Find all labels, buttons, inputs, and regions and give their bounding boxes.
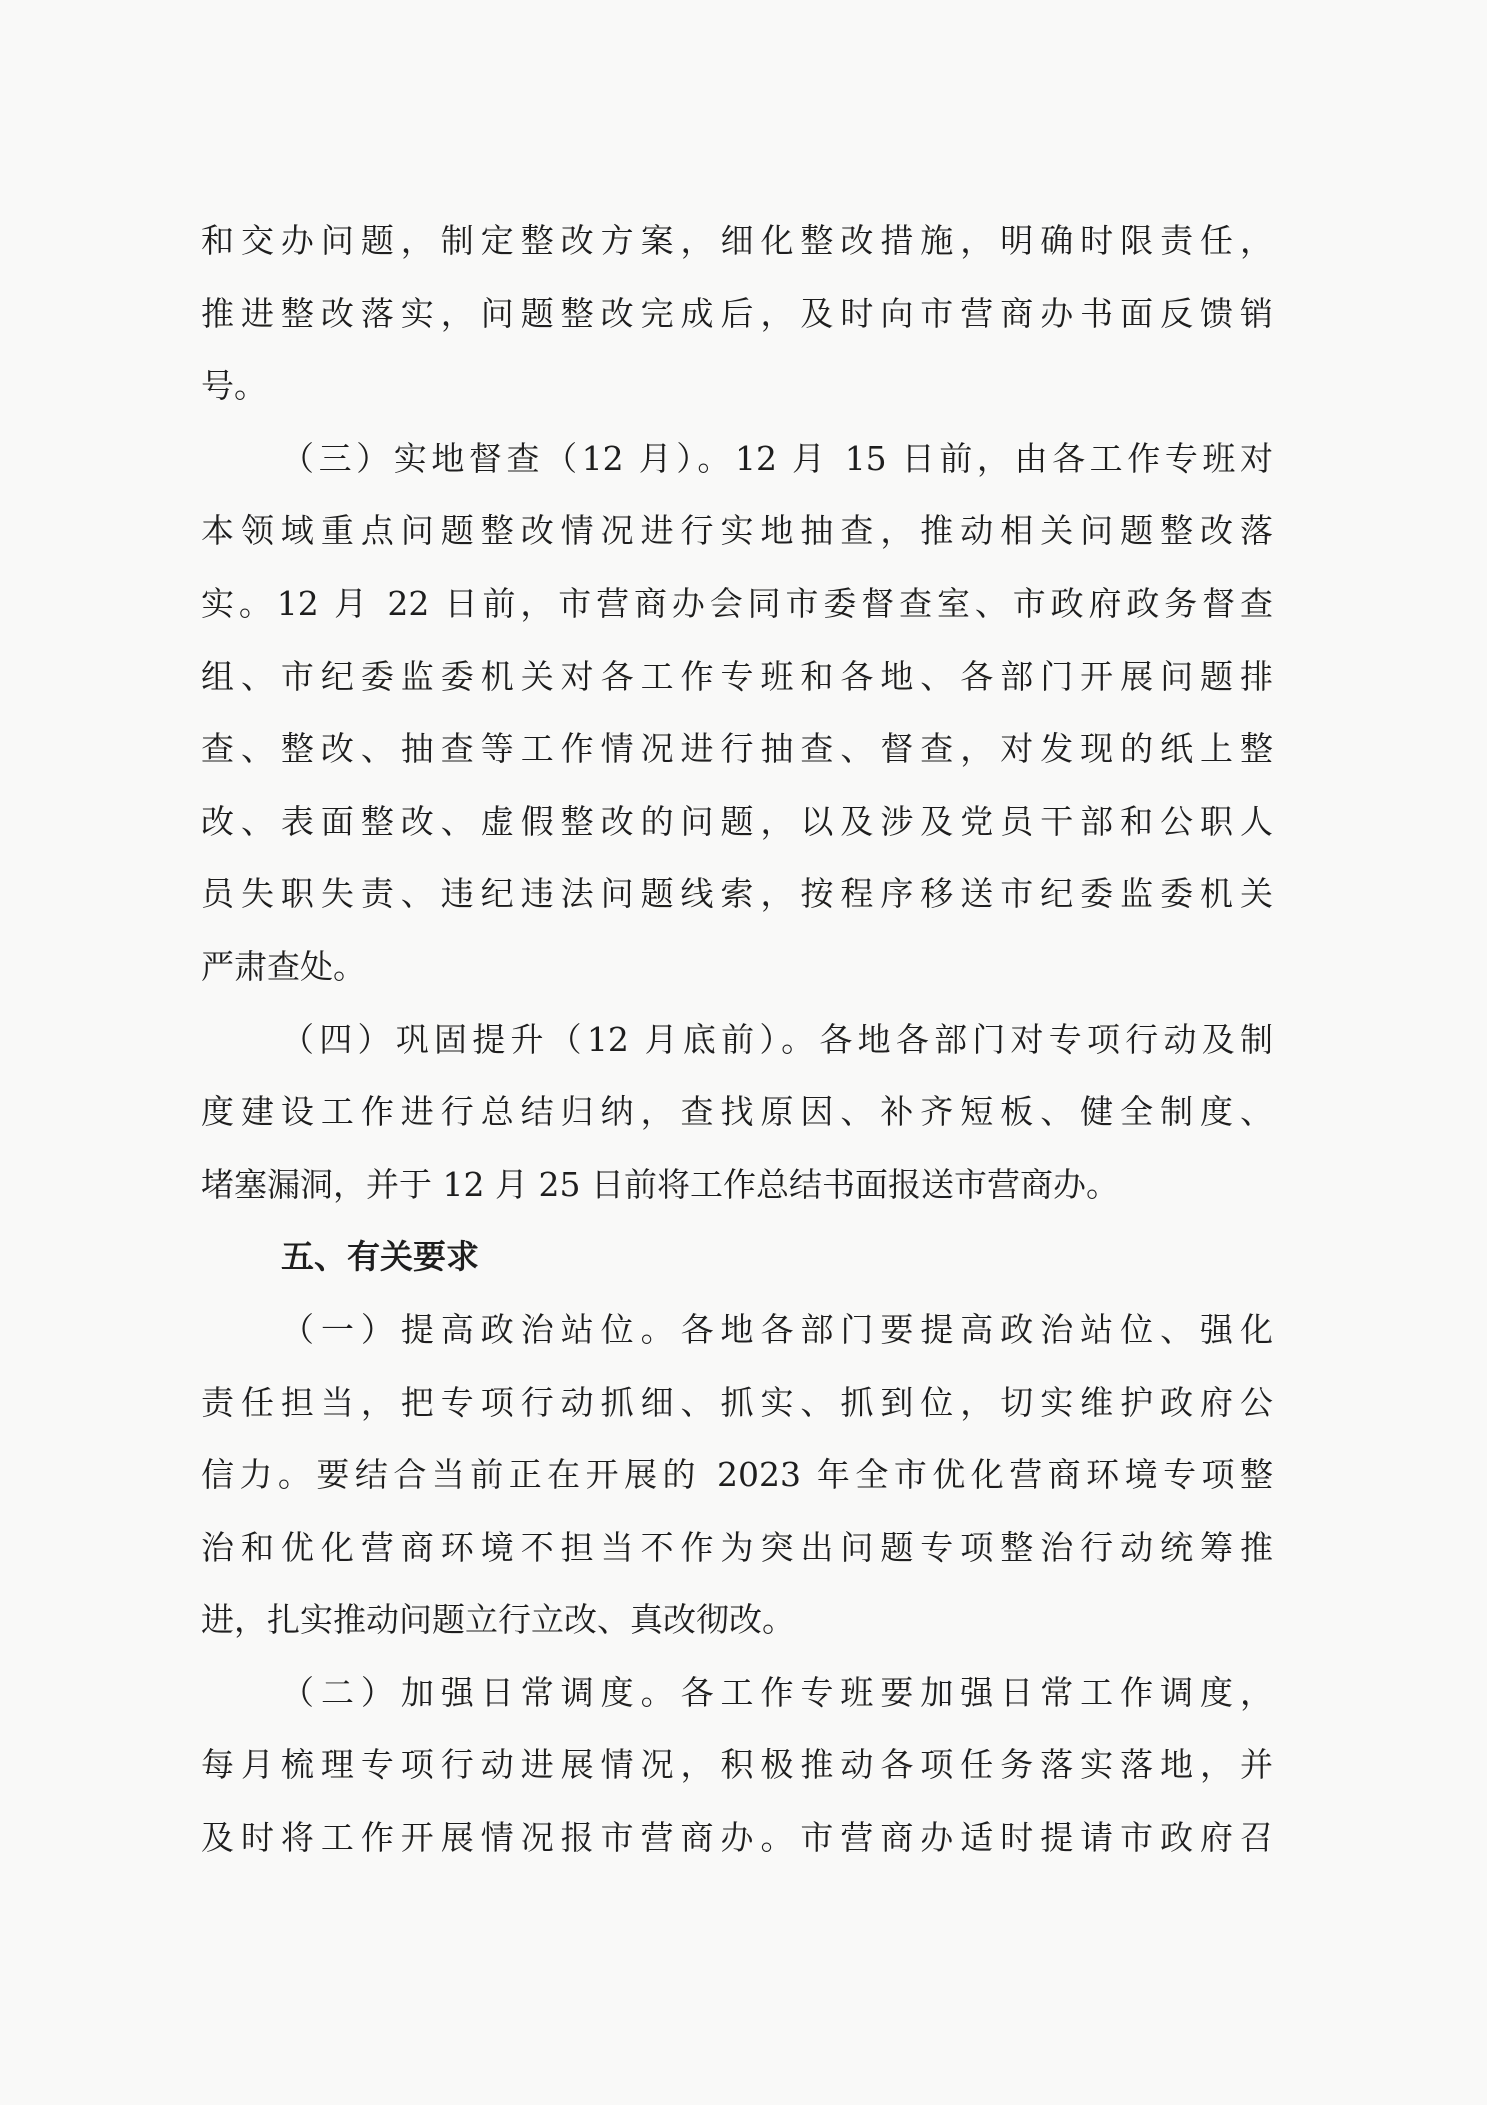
body-line: 严肃查处。 [201,946,366,986]
body-line: 本领域重点问题整改情况进行实地抽查，推动相关问题整改落 [201,511,1273,551]
body-line: 组、市纪委监委机关对各工作专班和各地、各部门开展问题排 [201,656,1273,696]
body-line: 改、表面整改、虚假整改的问题，以及涉及党员干部和公职人 [201,801,1273,841]
document-body [201,205,1273,1875]
body-line: 推进整改落实，问题整改完成后，及时向市营商办书面反馈销 [201,293,1273,333]
body-line: 实。12 月 22 日前，市营商办会同市委督查室、市政府政务督查 [201,583,1273,623]
body-line: 治和优化营商环境不担当不作为突出问题专项整治行动统筹推 [201,1527,1273,1567]
paragraph-first-line: （三）实地督查（12 月）。12 月 15 日前，由各工作专班对 [281,438,1273,478]
body-line: 员失职失责、违纪违法问题线索，按程序移送市纪委监委机关 [201,874,1273,914]
body-line: 每月梳理专项行动进展情况，积极推动各项任务落实落地，并 [201,1745,1273,1785]
body-line: 查、整改、抽查等工作情况进行抽查、督查，对发现的纸上整 [201,729,1273,769]
body-line: 信力。要结合当前正在开展的 2023 年全市优化营商环境专项整 [201,1455,1273,1495]
body-line: 度建设工作进行总结归纳，查找原因、补齐短板、健全制度、 [201,1092,1273,1132]
body-line: 责任担当，把专项行动抓细、抓实、抓到位，切实维护政府公 [201,1382,1273,1422]
body-line: 堵塞漏洞，并于 12 月 25 日前将工作总结书面报送市营商办。 [201,1164,1119,1204]
body-line: 及时将工作开展情况报市营商办。市营商办适时提请市政府召 [201,1818,1273,1858]
section-heading: 五、有关要求 [281,1237,479,1277]
body-line: 进，扎实推动问题立行立改、真改彻改。 [201,1600,795,1640]
paragraph-first-line: （一）提高政治站位。各地各部门要提高政治站位、强化 [281,1309,1273,1349]
body-line: 号。 [201,366,267,406]
paragraph-first-line: （二）加强日常调度。各工作专班要加强日常工作调度， [281,1672,1273,1712]
paragraph-first-line: （四）巩固提升（12 月底前）。各地各部门对专项行动及制 [281,1019,1273,1059]
body-line: 和交办问题，制定整改方案，细化整改措施，明确时限责任， [201,221,1273,260]
